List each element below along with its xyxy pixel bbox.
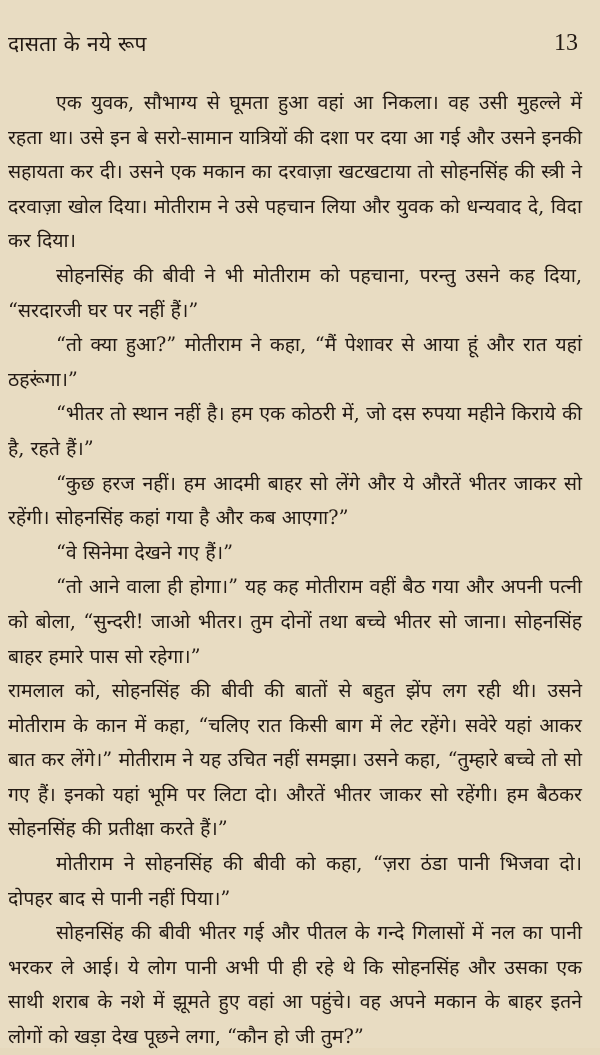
paragraph: रामलाल को, सोहनसिंह की बीवी की बातों से बहुत झेंप लग रही थी। उसने मोतीराम के कान में कहा, “चलिए रात किसी बाग में लेट रहेंगे। सवेरे यहां आकर बात कर लेंगे।” मोतीराम ने यह उचित नहीं समझा। उसने कहा, “तुम्हारे बच्चे तो सो गए हैं। इनको यहां भूमि पर लिटा दो। औरतें भीतर जाकर सो रहेंगी। हम बैठकर सोहनसिंह की प्रतीक्षा करते हैं।” [8, 679, 582, 841]
paragraph: “तो आने वाला ही होगा।” यह कह मोतीराम वहीं बैठ गया और अपनी पत्नी को बोला, “सुन्दरी! जाओ भीतर। तुम दोनों तथा बच्चे भीतर सो जाना। सोहनसिंह बाहर हमारे पास सो रहेगा।” [8, 575, 582, 668]
running-title: दासता के नये रूप [8, 32, 147, 56]
paragraph: मोतीराम ने सोहनसिंह की बीवी को कहा, “ज़रा ठंडा पानी भिजवा दो। दोपहर बाद से पानी नहीं पिया।” [8, 852, 582, 910]
paragraph: “तो क्या हुआ?” मोतीराम ने कहा, “मैं पेशावर से आया हूं और रात यहां ठहरूंगा।” [8, 333, 582, 391]
paragraph: “कुछ हरज नहीं। हम आदमी बाहर सो लेंगे और ये औरतें भीतर जाकर सो रहेंगी। सोहनसिंह कहां गया है और कब आएगा?” [8, 471, 582, 530]
paragraph: “भीतर तो स्थान नहीं है। हम एक कोठरी में, जो दस रुपया महीने किराये की है, रहते हैं।” [8, 402, 582, 460]
page-body [8, 86, 582, 1055]
paragraph: एक युवक, सौभाग्य से घूमता हुआ वहां आ निकला। वह उसी मुहल्ले में रहता था। उसे इन बे सरो-सामान यात्रियों की दशा पर दया आ गई और उसने इनकी सहायता कर दी। उसने एक मकान का दरवाज़ा खटखटाया तो सोहनसिंह की स्त्री ने दरवाज़ा खोल दिया। मोतीराम ने उसे पहचान लिया और युवक को धन्यवाद दे, विदा कर दिया। [8, 91, 582, 253]
paragraph: सोहनसिंह की बीवी भीतर गई और पीतल के गन्दे गिलासों में नल का पानी भरकर ले आई। ये लोग पानी अभी पी ही रहे थे कि सोहनसिंह और उसका एक साथी शराब के नशे में झूमते हुए वहां आ पहुंचे। वह अपने मकान के बाहर इतने लोगों को खड़ा देख पूछने लगा, “कौन हो जी तुम?” [8, 921, 582, 1049]
paragraph: “वे सिनेमा देखने गए हैं।” [56, 540, 233, 564]
paragraph: सोहनसिंह की बीवी ने भी मोतीराम को पहचाना, परन्तु उसने कह दिया, “सरदारजी घर पर नहीं हैं।” [8, 263, 582, 322]
page-number: 13 [554, 30, 578, 56]
running-header [8, 30, 578, 64]
